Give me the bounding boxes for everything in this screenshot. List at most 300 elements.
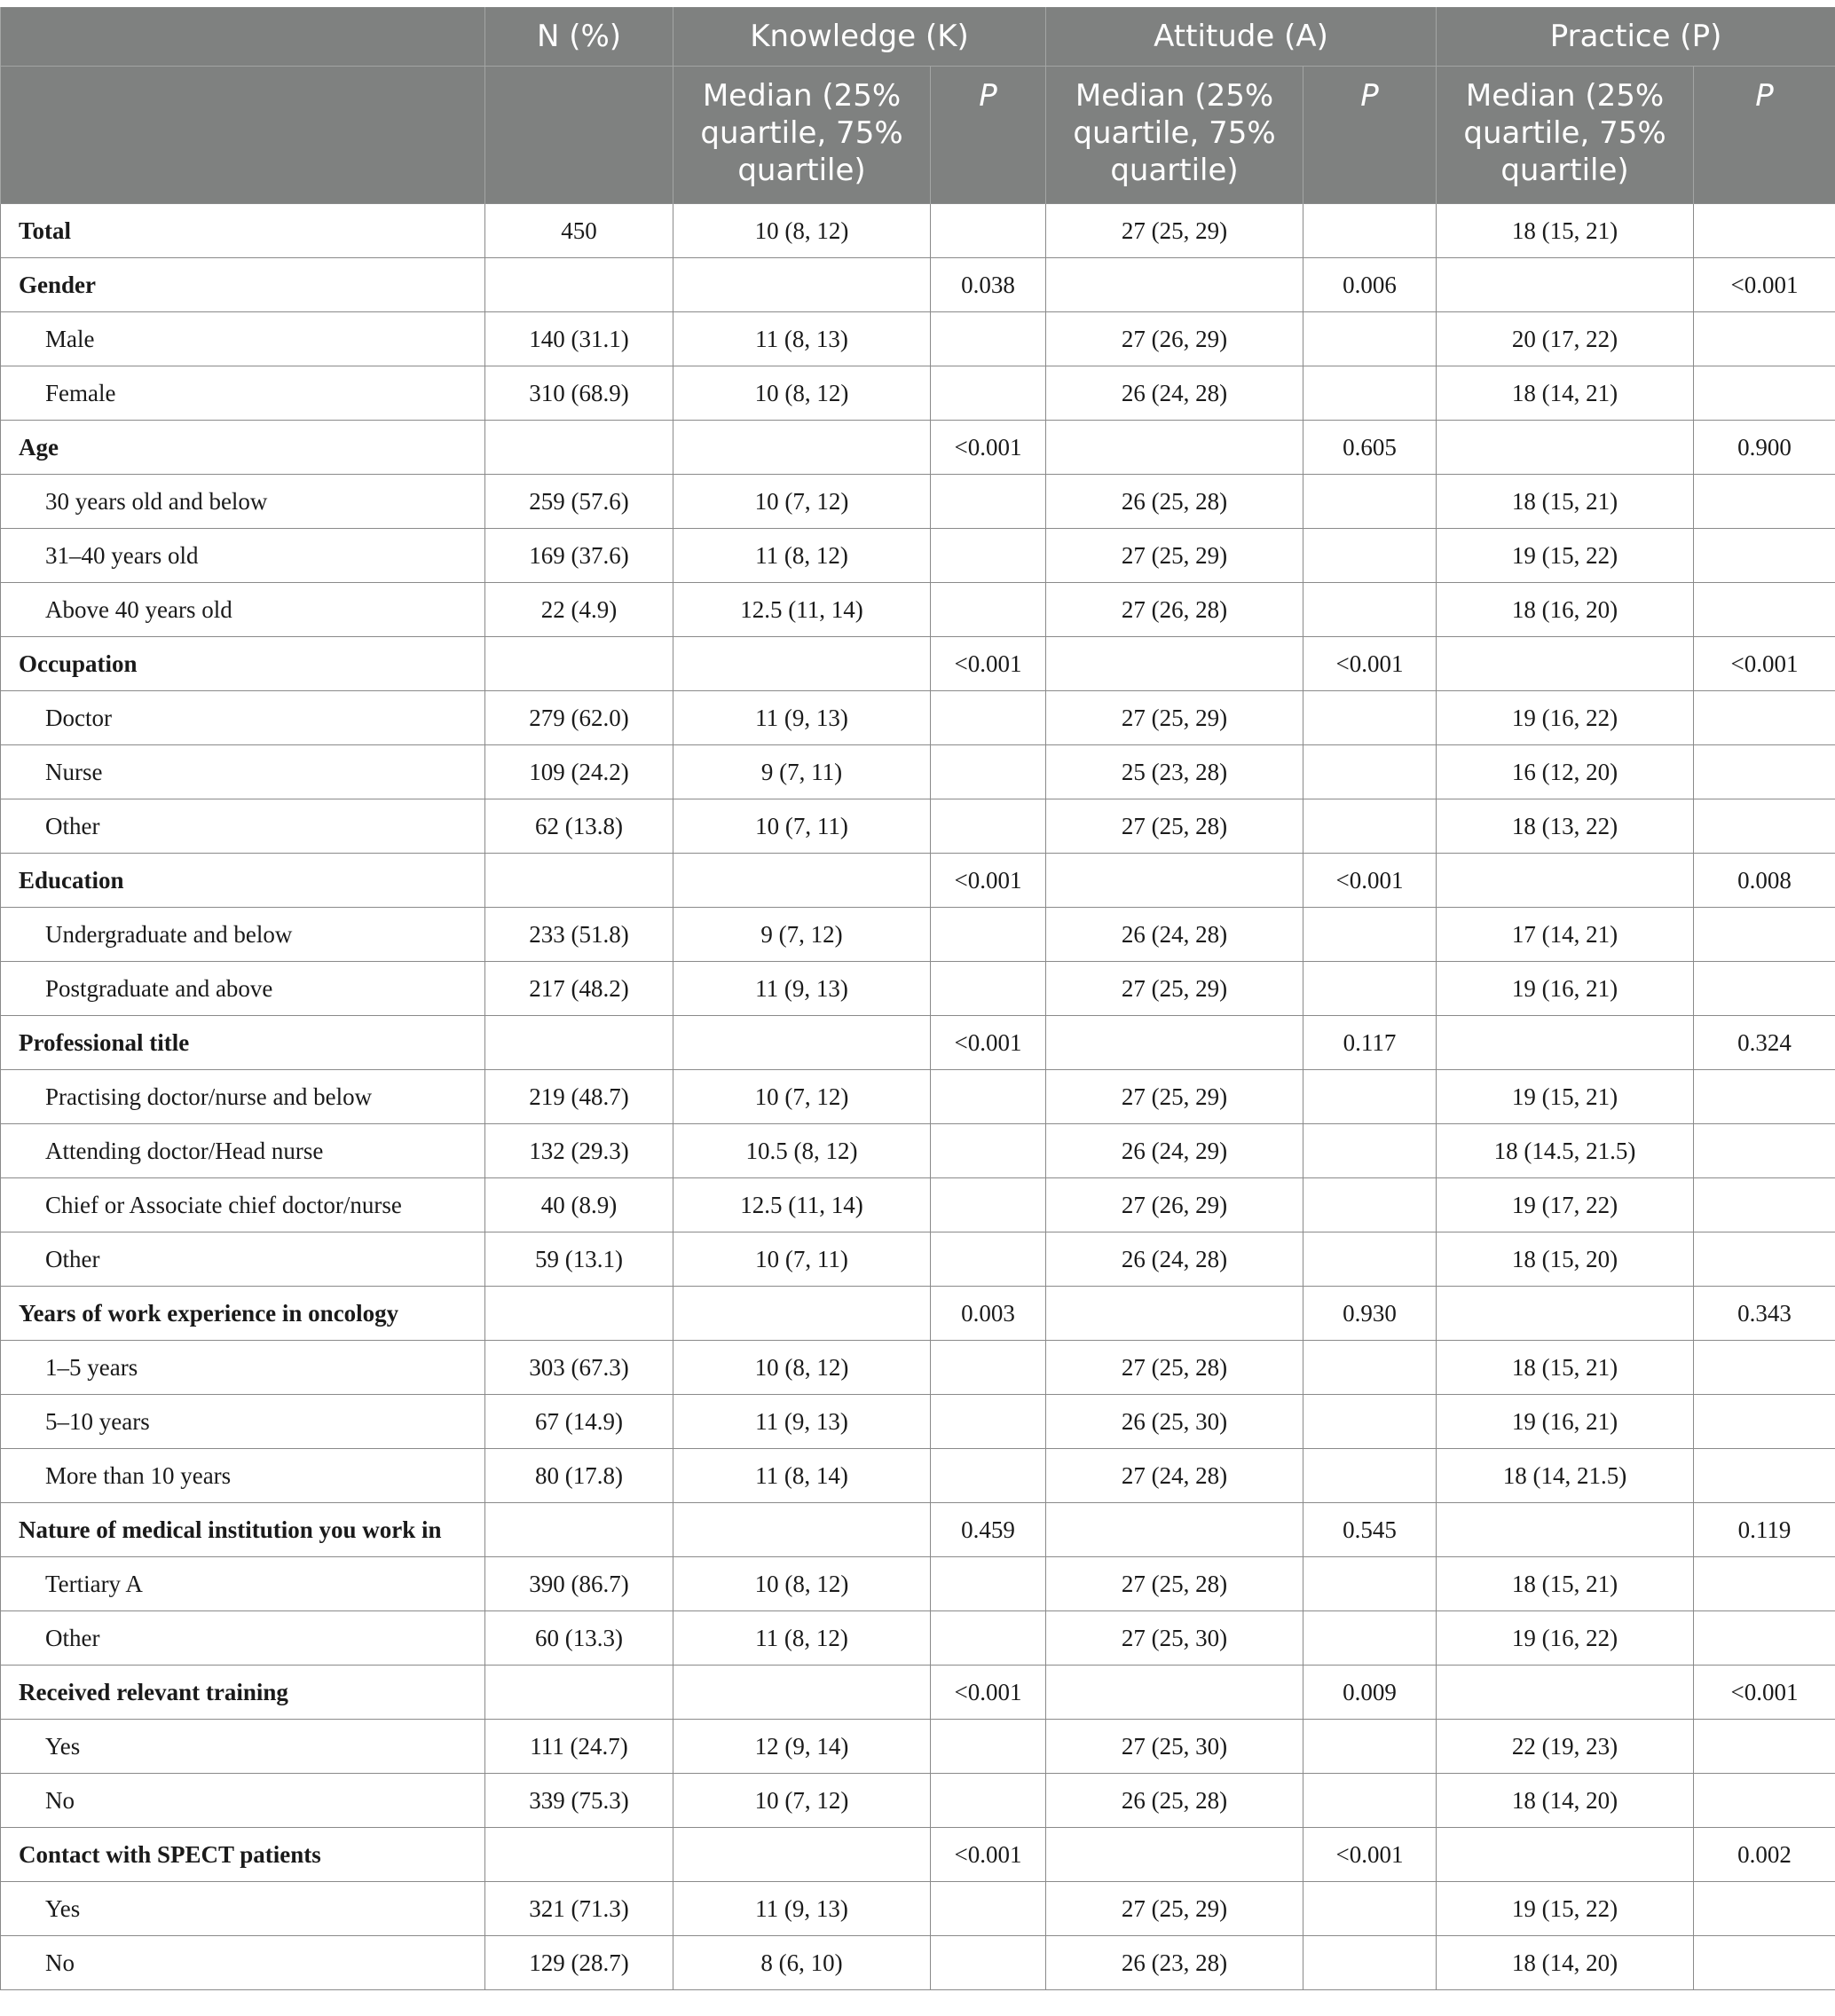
knowledge-p-cell: [931, 1611, 1046, 1666]
attitude-median-cell: 27 (25, 29): [1046, 1882, 1303, 1936]
table-group-row: [1, 637, 1835, 691]
practice-p-cell: [1694, 962, 1835, 1016]
attitude-p-cell: [1303, 1070, 1437, 1124]
practice-median-cell: 18 (14, 20): [1437, 1774, 1694, 1828]
table-group-row: [1, 258, 1835, 312]
attitude-median-cell: [1046, 1287, 1303, 1341]
table-row: [1, 1395, 1835, 1449]
n-pct-cell: [485, 1503, 673, 1557]
knowledge-median-cell: 10 (7, 12): [673, 1070, 931, 1124]
table-row: [1, 799, 1835, 854]
n-pct-cell: 22 (4.9): [485, 583, 673, 637]
practice-p-cell: 0.900: [1694, 421, 1835, 475]
knowledge-p-cell: [931, 691, 1046, 745]
practice-p-cell: [1694, 908, 1835, 962]
practice-median-cell: 18 (15, 21): [1437, 1341, 1694, 1395]
practice-p-cell: <0.001: [1694, 1666, 1835, 1720]
n-pct-cell: 60 (13.3): [485, 1611, 673, 1666]
attitude-median-cell: [1046, 1828, 1303, 1882]
practice-p-cell: 0.324: [1694, 1016, 1835, 1070]
practice-p-cell: [1694, 1341, 1835, 1395]
knowledge-median-cell: 10 (8, 12): [673, 1341, 931, 1395]
table-row: [1, 1611, 1835, 1666]
attitude-median-cell: 26 (23, 28): [1046, 1936, 1303, 1990]
knowledge-p-cell: <0.001: [931, 1666, 1046, 1720]
attitude-p-cell: [1303, 1936, 1437, 1990]
attitude-p-cell: [1303, 1774, 1437, 1828]
practice-median-cell: 19 (16, 21): [1437, 1395, 1694, 1449]
n-pct-cell: 310 (68.9): [485, 366, 673, 421]
header-blank: [1, 7, 485, 67]
attitude-median-cell: 27 (25, 29): [1046, 962, 1303, 1016]
practice-p-cell: 0.119: [1694, 1503, 1835, 1557]
knowledge-p-cell: [931, 962, 1046, 1016]
practice-p-cell: [1694, 745, 1835, 799]
kap-table: [0, 7, 1835, 1990]
knowledge-p-cell: [931, 1124, 1046, 1178]
knowledge-p-cell: [931, 1178, 1046, 1232]
knowledge-median-cell: 10 (8, 12): [673, 1557, 931, 1611]
knowledge-p-cell: <0.001: [931, 421, 1046, 475]
n-pct-cell: 129 (28.7): [485, 1936, 673, 1990]
table-row: [1, 1232, 1835, 1287]
header-row-1: [1, 7, 1835, 67]
row-label: Other: [1, 1232, 485, 1287]
knowledge-median-cell: 10 (8, 12): [673, 366, 931, 421]
attitude-p-cell: 0.117: [1303, 1016, 1437, 1070]
practice-median-cell: 19 (16, 22): [1437, 691, 1694, 745]
row-label: Gender: [1, 258, 485, 312]
practice-median-cell: 18 (14, 20): [1437, 1936, 1694, 1990]
knowledge-median-cell: 11 (8, 14): [673, 1449, 931, 1503]
attitude-median-cell: 27 (25, 29): [1046, 1070, 1303, 1124]
practice-median-cell: 19 (16, 21): [1437, 962, 1694, 1016]
row-label: Yes: [1, 1882, 485, 1936]
knowledge-median-cell: 8 (6, 10): [673, 1936, 931, 1990]
knowledge-p-cell: <0.001: [931, 637, 1046, 691]
n-pct-cell: 233 (51.8): [485, 908, 673, 962]
table-row: [1, 1882, 1835, 1936]
table-group-row: [1, 204, 1835, 258]
attitude-p-cell: [1303, 1557, 1437, 1611]
attitude-p-cell: [1303, 529, 1437, 583]
practice-p-cell: [1694, 1449, 1835, 1503]
knowledge-p-cell: [931, 366, 1046, 421]
practice-p-cell: [1694, 475, 1835, 529]
attitude-median-cell: 27 (25, 28): [1046, 1341, 1303, 1395]
practice-p-cell: [1694, 1395, 1835, 1449]
table-row: [1, 366, 1835, 421]
n-pct-cell: 321 (71.3): [485, 1882, 673, 1936]
table-row: [1, 1341, 1835, 1395]
practice-median-cell: 19 (16, 22): [1437, 1611, 1694, 1666]
attitude-p-cell: [1303, 745, 1437, 799]
knowledge-median-cell: 11 (9, 13): [673, 691, 931, 745]
n-pct-cell: 111 (24.7): [485, 1720, 673, 1774]
subheader-blank: [1, 67, 485, 204]
attitude-median-cell: 27 (26, 29): [1046, 1178, 1303, 1232]
attitude-median-cell: 27 (25, 30): [1046, 1720, 1303, 1774]
row-label: Above 40 years old: [1, 583, 485, 637]
knowledge-median-cell: 9 (7, 11): [673, 745, 931, 799]
table-row: [1, 1774, 1835, 1828]
row-label: Yes: [1, 1720, 485, 1774]
attitude-median-cell: 27 (25, 30): [1046, 1611, 1303, 1666]
knowledge-p-cell: [931, 745, 1046, 799]
attitude-median-cell: 26 (25, 28): [1046, 475, 1303, 529]
attitude-p-cell: [1303, 962, 1437, 1016]
n-pct-cell: 109 (24.2): [485, 745, 673, 799]
attitude-median-cell: [1046, 421, 1303, 475]
header-knowledge: Knowledge (K): [673, 7, 1046, 67]
table-row: [1, 529, 1835, 583]
practice-p-cell: 0.008: [1694, 854, 1835, 908]
row-label: Other: [1, 799, 485, 854]
row-label: Chief or Associate chief doctor/nurse: [1, 1178, 485, 1232]
n-pct-cell: 169 (37.6): [485, 529, 673, 583]
attitude-p-cell: [1303, 1449, 1437, 1503]
table-row: [1, 691, 1835, 745]
practice-median-cell: [1437, 1287, 1694, 1341]
attitude-median-cell: 26 (24, 28): [1046, 1232, 1303, 1287]
attitude-median-cell: 27 (25, 29): [1046, 529, 1303, 583]
knowledge-p-cell: [931, 799, 1046, 854]
attitude-p-cell: [1303, 1720, 1437, 1774]
n-pct-cell: 62 (13.8): [485, 799, 673, 854]
practice-median-cell: 17 (14, 21): [1437, 908, 1694, 962]
knowledge-median-cell: 10 (7, 11): [673, 1232, 931, 1287]
attitude-p-cell: [1303, 475, 1437, 529]
knowledge-median-cell: 9 (7, 12): [673, 908, 931, 962]
knowledge-p-cell: [931, 312, 1046, 366]
knowledge-p-cell: [931, 1720, 1046, 1774]
practice-p-cell: [1694, 1557, 1835, 1611]
row-label: Other: [1, 1611, 485, 1666]
table-row: [1, 1070, 1835, 1124]
attitude-median-cell: 27 (25, 29): [1046, 204, 1303, 258]
n-pct-cell: [485, 637, 673, 691]
knowledge-p-cell: [931, 1449, 1046, 1503]
table-body: [1, 204, 1835, 1990]
knowledge-median-cell: [673, 637, 931, 691]
row-label: 1–5 years: [1, 1341, 485, 1395]
table-group-row: [1, 1287, 1835, 1341]
knowledge-median-cell: [673, 421, 931, 475]
n-pct-cell: [485, 1016, 673, 1070]
row-label: Doctor: [1, 691, 485, 745]
n-pct-cell: [485, 854, 673, 908]
knowledge-p-cell: [931, 1341, 1046, 1395]
n-pct-cell: 80 (17.8): [485, 1449, 673, 1503]
attitude-p-cell: [1303, 691, 1437, 745]
table-row: [1, 1449, 1835, 1503]
attitude-p-cell: [1303, 1124, 1437, 1178]
attitude-median-cell: [1046, 1666, 1303, 1720]
row-label: 5–10 years: [1, 1395, 485, 1449]
row-label: Education: [1, 854, 485, 908]
subheader-attitude-p: P: [1303, 67, 1437, 204]
attitude-p-cell: [1303, 366, 1437, 421]
knowledge-median-cell: 12 (9, 14): [673, 1720, 931, 1774]
attitude-median-cell: [1046, 854, 1303, 908]
attitude-median-cell: 27 (26, 28): [1046, 583, 1303, 637]
table-row: [1, 1124, 1835, 1178]
practice-median-cell: 20 (17, 22): [1437, 312, 1694, 366]
knowledge-p-cell: [931, 1882, 1046, 1936]
row-label: Female: [1, 366, 485, 421]
row-label: Nurse: [1, 745, 485, 799]
knowledge-p-cell: [931, 1774, 1046, 1828]
header-row-2: [1, 67, 1835, 204]
knowledge-median-cell: 10 (7, 11): [673, 799, 931, 854]
row-label: 31–40 years old: [1, 529, 485, 583]
practice-p-cell: [1694, 1232, 1835, 1287]
header-n-pct: N (%): [485, 7, 673, 67]
row-label: Undergraduate and below: [1, 908, 485, 962]
table-row: [1, 962, 1835, 1016]
practice-median-cell: 19 (15, 21): [1437, 1070, 1694, 1124]
table-row: [1, 908, 1835, 962]
attitude-median-cell: [1046, 258, 1303, 312]
attitude-p-cell: 0.006: [1303, 258, 1437, 312]
attitude-p-cell: [1303, 312, 1437, 366]
row-label: Professional title: [1, 1016, 485, 1070]
row-label: Contact with SPECT patients: [1, 1828, 485, 1882]
row-label: Attending doctor/Head nurse: [1, 1124, 485, 1178]
attitude-median-cell: 26 (24, 29): [1046, 1124, 1303, 1178]
attitude-p-cell: [1303, 1395, 1437, 1449]
table-row: [1, 1936, 1835, 1990]
attitude-median-cell: 27 (24, 28): [1046, 1449, 1303, 1503]
n-pct-cell: 67 (14.9): [485, 1395, 673, 1449]
n-pct-cell: 132 (29.3): [485, 1124, 673, 1178]
row-label: Practising doctor/nurse and below: [1, 1070, 485, 1124]
practice-median-cell: 18 (15, 21): [1437, 1557, 1694, 1611]
row-label: Tertiary A: [1, 1557, 485, 1611]
practice-median-cell: 19 (15, 22): [1437, 1882, 1694, 1936]
table-row: [1, 312, 1835, 366]
knowledge-p-cell: [931, 1936, 1046, 1990]
knowledge-median-cell: 11 (9, 13): [673, 1882, 931, 1936]
practice-median-cell: 18 (16, 20): [1437, 583, 1694, 637]
knowledge-p-cell: 0.003: [931, 1287, 1046, 1341]
knowledge-p-cell: [931, 529, 1046, 583]
attitude-median-cell: [1046, 637, 1303, 691]
knowledge-median-cell: 10 (8, 12): [673, 204, 931, 258]
knowledge-p-cell: [931, 1557, 1046, 1611]
practice-p-cell: [1694, 1178, 1835, 1232]
knowledge-median-cell: [673, 1666, 931, 1720]
knowledge-median-cell: 12.5 (11, 14): [673, 1178, 931, 1232]
practice-p-cell: <0.001: [1694, 637, 1835, 691]
practice-median-cell: [1437, 258, 1694, 312]
practice-p-cell: [1694, 1882, 1835, 1936]
practice-median-cell: 18 (14, 21): [1437, 366, 1694, 421]
row-label: Postgraduate and above: [1, 962, 485, 1016]
knowledge-p-cell: [931, 908, 1046, 962]
practice-median-cell: 19 (17, 22): [1437, 1178, 1694, 1232]
attitude-median-cell: 27 (25, 28): [1046, 1557, 1303, 1611]
attitude-median-cell: 26 (25, 30): [1046, 1395, 1303, 1449]
n-pct-cell: [485, 1666, 673, 1720]
knowledge-median-cell: [673, 1828, 931, 1882]
attitude-median-cell: 25 (23, 28): [1046, 745, 1303, 799]
table-group-row: [1, 421, 1835, 475]
row-label: Male: [1, 312, 485, 366]
attitude-p-cell: [1303, 908, 1437, 962]
knowledge-p-cell: 0.459: [931, 1503, 1046, 1557]
table-row: [1, 475, 1835, 529]
row-label: Years of work experience in oncology: [1, 1287, 485, 1341]
n-pct-cell: 59 (13.1): [485, 1232, 673, 1287]
knowledge-p-cell: <0.001: [931, 854, 1046, 908]
knowledge-p-cell: [931, 583, 1046, 637]
knowledge-median-cell: 10 (7, 12): [673, 1774, 931, 1828]
practice-p-cell: [1694, 1720, 1835, 1774]
practice-median-cell: 18 (14.5, 21.5): [1437, 1124, 1694, 1178]
subheader-knowledge-p: P: [931, 67, 1046, 204]
attitude-p-cell: 0.545: [1303, 1503, 1437, 1557]
knowledge-median-cell: 10 (7, 12): [673, 475, 931, 529]
n-pct-cell: [485, 421, 673, 475]
subheader-blank-n: [485, 67, 673, 204]
practice-p-cell: [1694, 366, 1835, 421]
attitude-median-cell: [1046, 1016, 1303, 1070]
practice-p-cell: 0.343: [1694, 1287, 1835, 1341]
practice-median-cell: [1437, 854, 1694, 908]
practice-median-cell: 18 (15, 21): [1437, 204, 1694, 258]
attitude-median-cell: 27 (26, 29): [1046, 312, 1303, 366]
row-label: Age: [1, 421, 485, 475]
attitude-p-cell: <0.001: [1303, 1828, 1437, 1882]
practice-median-cell: 18 (14, 21.5): [1437, 1449, 1694, 1503]
n-pct-cell: 450: [485, 204, 673, 258]
practice-p-cell: <0.001: [1694, 258, 1835, 312]
knowledge-median-cell: 10.5 (8, 12): [673, 1124, 931, 1178]
knowledge-median-cell: 11 (9, 13): [673, 1395, 931, 1449]
n-pct-cell: 140 (31.1): [485, 312, 673, 366]
practice-median-cell: 18 (15, 21): [1437, 475, 1694, 529]
knowledge-p-cell: [931, 1070, 1046, 1124]
table-row: [1, 1557, 1835, 1611]
row-label: 30 years old and below: [1, 475, 485, 529]
attitude-p-cell: [1303, 1341, 1437, 1395]
knowledge-median-cell: [673, 1016, 931, 1070]
knowledge-median-cell: 11 (8, 12): [673, 1611, 931, 1666]
n-pct-cell: 259 (57.6): [485, 475, 673, 529]
knowledge-p-cell: [931, 475, 1046, 529]
practice-p-cell: [1694, 583, 1835, 637]
practice-p-cell: [1694, 1611, 1835, 1666]
attitude-p-cell: [1303, 1232, 1437, 1287]
attitude-p-cell: [1303, 204, 1437, 258]
knowledge-median-cell: [673, 1503, 931, 1557]
attitude-median-cell: 27 (25, 28): [1046, 799, 1303, 854]
practice-p-cell: [1694, 1070, 1835, 1124]
practice-median-cell: 19 (15, 22): [1437, 529, 1694, 583]
row-label: No: [1, 1936, 485, 1990]
practice-median-cell: 22 (19, 23): [1437, 1720, 1694, 1774]
practice-median-cell: [1437, 1503, 1694, 1557]
attitude-median-cell: 26 (25, 28): [1046, 1774, 1303, 1828]
table-group-row: [1, 854, 1835, 908]
practice-median-cell: 18 (15, 20): [1437, 1232, 1694, 1287]
practice-median-cell: 16 (12, 20): [1437, 745, 1694, 799]
table-row: [1, 745, 1835, 799]
n-pct-cell: 339 (75.3): [485, 1774, 673, 1828]
knowledge-p-cell: <0.001: [931, 1828, 1046, 1882]
header-attitude: Attitude (A): [1046, 7, 1437, 67]
table-row: [1, 1720, 1835, 1774]
subheader-practice-median: Median (25% quartile, 75% quartile): [1437, 67, 1694, 204]
knowledge-median-cell: 12.5 (11, 14): [673, 583, 931, 637]
attitude-p-cell: [1303, 583, 1437, 637]
practice-p-cell: 0.002: [1694, 1828, 1835, 1882]
knowledge-median-cell: 11 (8, 12): [673, 529, 931, 583]
attitude-p-cell: [1303, 1611, 1437, 1666]
row-label: Nature of medical institution you work in: [1, 1503, 485, 1557]
practice-median-cell: [1437, 1828, 1694, 1882]
practice-p-cell: [1694, 1774, 1835, 1828]
n-pct-cell: [485, 258, 673, 312]
attitude-p-cell: <0.001: [1303, 637, 1437, 691]
attitude-p-cell: [1303, 1882, 1437, 1936]
row-label: Total: [1, 204, 485, 258]
practice-median-cell: 18 (13, 22): [1437, 799, 1694, 854]
knowledge-median-cell: [673, 258, 931, 312]
attitude-p-cell: 0.930: [1303, 1287, 1437, 1341]
row-label: No: [1, 1774, 485, 1828]
n-pct-cell: 219 (48.7): [485, 1070, 673, 1124]
attitude-p-cell: [1303, 1178, 1437, 1232]
n-pct-cell: 303 (67.3): [485, 1341, 673, 1395]
knowledge-p-cell: [931, 1232, 1046, 1287]
knowledge-p-cell: <0.001: [931, 1016, 1046, 1070]
table-group-row: [1, 1666, 1835, 1720]
row-label: Occupation: [1, 637, 485, 691]
practice-p-cell: [1694, 1124, 1835, 1178]
attitude-median-cell: 26 (24, 28): [1046, 908, 1303, 962]
n-pct-cell: 40 (8.9): [485, 1178, 673, 1232]
practice-p-cell: [1694, 204, 1835, 258]
knowledge-p-cell: 0.038: [931, 258, 1046, 312]
table-header: [1, 7, 1835, 204]
row-label: More than 10 years: [1, 1449, 485, 1503]
practice-p-cell: [1694, 691, 1835, 745]
attitude-median-cell: 26 (24, 28): [1046, 366, 1303, 421]
table-row: [1, 583, 1835, 637]
practice-median-cell: [1437, 421, 1694, 475]
table-group-row: [1, 1503, 1835, 1557]
knowledge-median-cell: 11 (9, 13): [673, 962, 931, 1016]
attitude-p-cell: [1303, 799, 1437, 854]
attitude-median-cell: 27 (25, 29): [1046, 691, 1303, 745]
n-pct-cell: [485, 1828, 673, 1882]
subheader-attitude-median: Median (25% quartile, 75% quartile): [1046, 67, 1303, 204]
knowledge-median-cell: [673, 854, 931, 908]
practice-median-cell: [1437, 1016, 1694, 1070]
knowledge-p-cell: [931, 204, 1046, 258]
attitude-p-cell: 0.605: [1303, 421, 1437, 475]
knowledge-p-cell: [931, 1395, 1046, 1449]
attitude-p-cell: 0.009: [1303, 1666, 1437, 1720]
row-label: Received relevant training: [1, 1666, 485, 1720]
n-pct-cell: 217 (48.2): [485, 962, 673, 1016]
practice-p-cell: [1694, 799, 1835, 854]
n-pct-cell: 279 (62.0): [485, 691, 673, 745]
n-pct-cell: 390 (86.7): [485, 1557, 673, 1611]
knowledge-median-cell: [673, 1287, 931, 1341]
